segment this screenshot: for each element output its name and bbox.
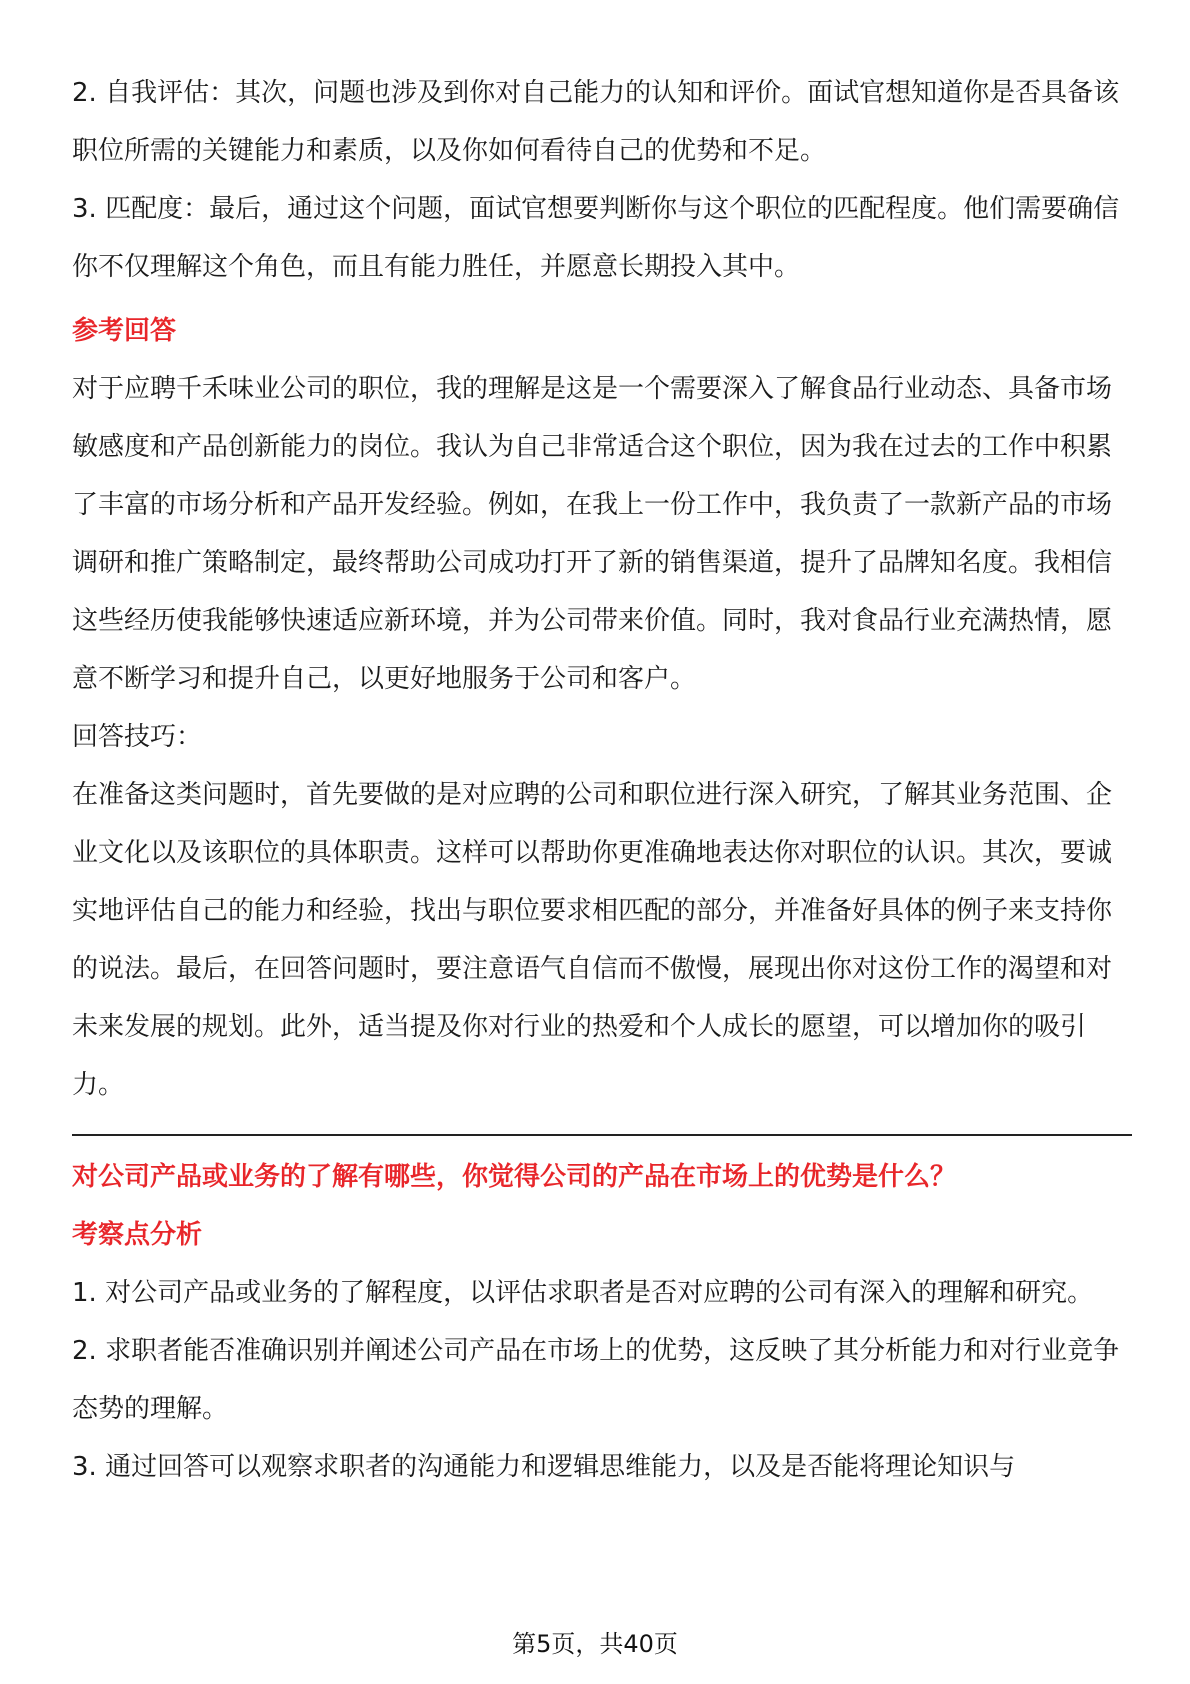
reference-answer-text: 对于应聘千禾味业公司的职位，我的理解是这是一个需要深入了解食品行业动态、具备市场敏感度和产品创新能力的岗位。我认为自己非常适合这个职位，因为我在过去的工作中积累了丰富的市场分析和产品开发经验。例如，在我上一份工作中，我负责了一款新产品的市场调研和推广策略制定，最终帮助公司成功打开了新的销售渠道，提升了品牌知名度。我相信这些经历使我能够快速适应新环境，并为公司带来价值。同时，我对食品行业充满热情，愿意不断学习和提升自己，以更好地服务于公司和客户。 (72, 374, 1113, 694)
analysis-point-3: 3. 通过回答可以观察求职者的沟通能力和逻辑思维能力，以及是否能将理论知识与 (72, 1452, 1016, 1482)
analysis-heading: 考察点分析 (72, 1220, 203, 1250)
tips-label: 回答技巧： (72, 722, 203, 752)
page-footer: 第5页，共40页 (512, 1630, 678, 1658)
evaluation-point-2: 2. 自我评估：其次，问题也涉及到你对自己能力的认知和评价。面试官想知道你是否具备该职位所需的关键能力和素质，以及你如何看待自己的优势和不足。 (72, 78, 1120, 166)
evaluation-point-3: 3. 匹配度：最后，通过这个问题，面试官想要判断你与这个职位的匹配程度。他们需要确信你不仅理解这个角色，而且有能力胜任，并愿意长期投入其中。 (72, 194, 1120, 282)
tips-text: 在准备这类问题时，首先要做的是对应聘的公司和职位进行深入研究，了解其业务范围、企业文化以及该职位的具体职责。这样可以帮助你更准确地表达你对职位的认识。其次，要诚实地评估自己的能力和经验，找出与职位要求相匹配的部分，并准备好具体的例子来支持你的说法。最后，在回答问题时，要注意语气自信而不傲慢，展现出你对这份工作的渴望和对未来发展的规划。此外，适当提及你对行业的热爱和个人成长的愿望，可以增加你的吸引力。 (72, 780, 1113, 1100)
reference-answer-heading: 参考回答 (72, 316, 177, 346)
document-page (72, 64, 1132, 1496)
question-title: 对公司产品或业务的了解有哪些，你觉得公司的产品在市场上的优势是什么？ (72, 1162, 957, 1192)
section-divider (72, 1134, 1132, 1136)
analysis-point-1: 1. 对公司产品或业务的了解程度，以评估求职者是否对应聘的公司有深入的理解和研究。 (72, 1278, 1094, 1308)
analysis-point-2: 2. 求职者能否准确识别并阐述公司产品在市场上的优势，这反映了其分析能力和对行业竞争态势的理解。 (72, 1336, 1120, 1424)
